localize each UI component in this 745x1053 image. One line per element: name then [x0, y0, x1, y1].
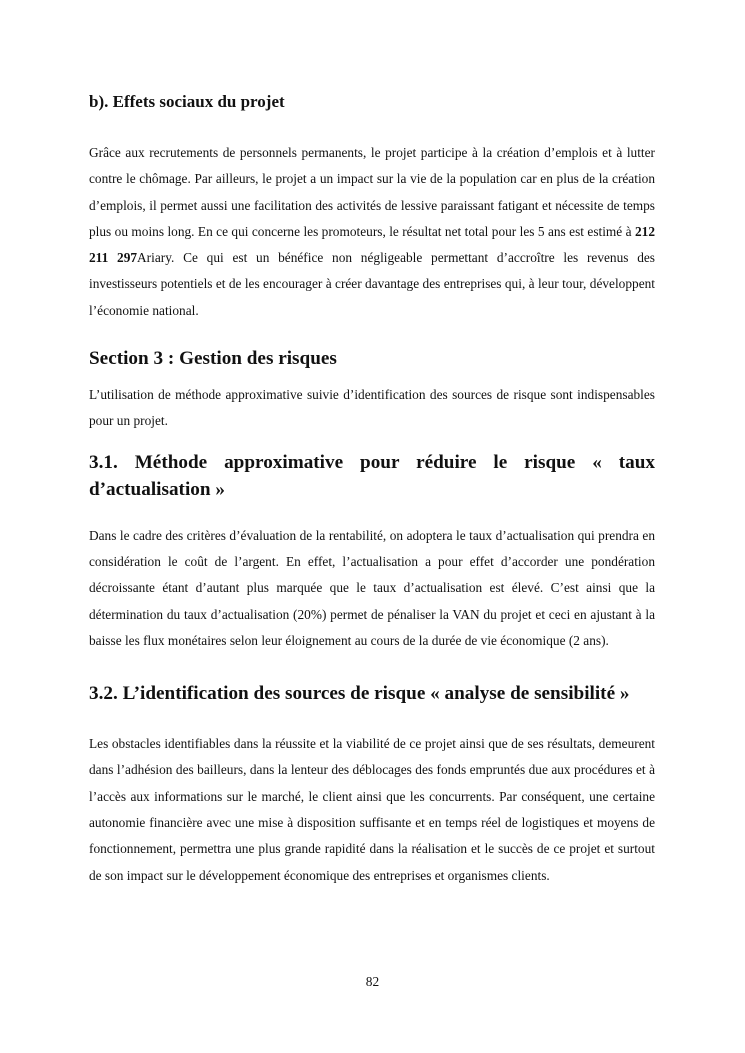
- net-result-amount: 212 211 297: [89, 223, 655, 266]
- heading-subsection-3-2: 3.2. L’identification des sources de risque « analyse de sensibilité »: [89, 683, 630, 705]
- heading-section-3: Section 3 : Gestion des risques: [89, 348, 337, 370]
- paragraph-section-3: L’utilisation de méthode approximative suivie d’identification des sources de risque sont indispensables pour un projet.: [89, 387, 655, 429]
- paragraph-effets-sociaux-part1: Grâce aux recrutements de personnels permanents, le projet participe à la création d’emplois et à lutter contre le chômage. Par ailleurs, le projet a un impact sur la vie de la population car en plus de la création d’emplois, il permet aussi une facilitation des activités de lessive paraissant fatigant et nécessite de temps plus ou moins long. En ce qui concerne les promoteurs, le résultat net total pour les 5 ans est estimé à: [89, 145, 655, 239]
- paragraph-subsection-3-1: Dans le cadre des critères d’évaluation de la rentabilité, on adoptera le taux d’actualisation qui prendra en considération le coût de l’argent. En effet, l’actualisation a pour effet d’accorder une pondération décroissante étant d’autant plus marquée que le taux d’actualisation est élevé. C’est ainsi que la détermination du taux d’actualisation (20%) permet de pénaliser la VAN du projet et ceci en ajustant à la baisse les flux monétaires selon leur éloignement au cours de la durée de vie économique (2 ans).: [89, 527, 655, 648]
- page-number: 82: [365, 974, 380, 989]
- heading-subsection-3-1: 3.1. Méthode approximative pour réduire le risque « taux d’actualisation »: [89, 451, 655, 500]
- heading-effets-sociaux: b). Effets sociaux du projet: [89, 92, 285, 111]
- paragraph-effets-sociaux: [89, 140, 655, 324]
- paragraph-subsection-3-2: Les obstacles identifiables dans la réussite et la viabilité de ce projet ainsi que de ses résultats, demeurent dans l’adhésion des bailleurs, dans la lenteur des déblocages des fonds empruntés due aux procédures et à l’accès aux informations sur le marché, le client ainsi que les concurrents. Par conséquent, une certaine autonomie financière avec une mise à disposition suffisante et en temps réel de logistiques et moyens de fonctionnement, permettra une plus grande rapidité dans la réalisation et le succès de ce projet et surtout de son impact sur le développement économique des entreprises et organismes clients.: [89, 736, 655, 883]
- page-body: [89, 90, 655, 889]
- paragraph-effets-sociaux-part2: Ariary. Ce qui est un bénéfice non négligeable permettant d’accroître les revenus des investisseurs potentiels et de les encourager à créer davantage des entreprises qui, à leur tour, développent l’économie national.: [89, 250, 655, 318]
